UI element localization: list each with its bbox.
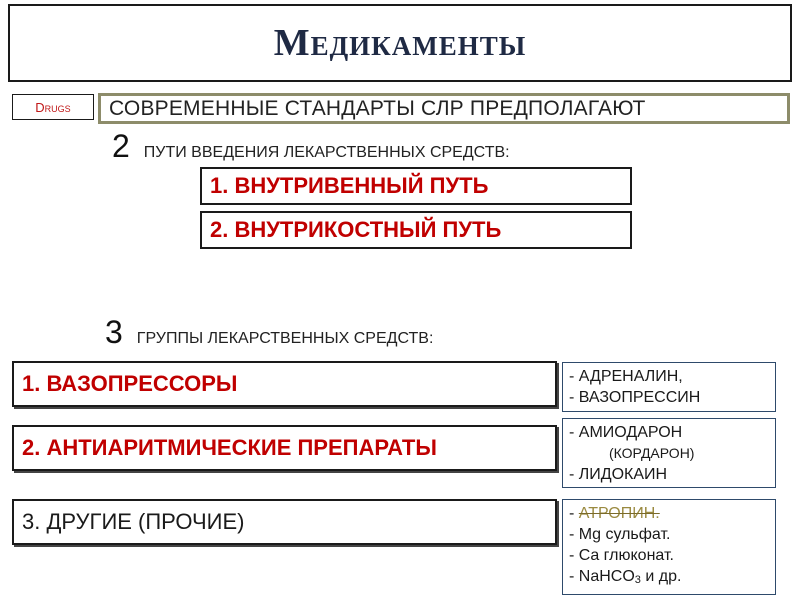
- routes-count: 2: [112, 128, 130, 164]
- drug-item-atropine: АТРОПИН.: [578, 505, 660, 522]
- drug-list-vasopressors: [562, 362, 776, 412]
- route-intraosseous: 2. ВНУТРИКОСТНЫЙ ПУТЬ: [200, 211, 632, 249]
- drug-item: - АМИОДАРОН: [569, 424, 683, 441]
- routes-label: ПУТИ ВВЕДЕНИЯ ЛЕКАРСТВЕННЫХ СРЕДСТВ:: [143, 144, 510, 161]
- slide-title: Медикаменты: [273, 22, 527, 64]
- drug-item-note: (КОРДАРОН): [609, 445, 695, 461]
- route-intravenous: 1. ВНУТРИВЕННЫЙ ПУТЬ: [200, 167, 632, 205]
- drug-item-subscript: 3: [634, 574, 641, 586]
- drug-item-etc: и др.: [640, 568, 682, 585]
- drug-item: - Ca глюконат.: [569, 547, 674, 564]
- standards-banner: [98, 93, 790, 124]
- drugs-tag: Drugs: [12, 94, 94, 120]
- standards-text: СОВРЕМЕННЫЕ СТАНДАРТЫ СЛР ПРЕДПОЛАГАЮТ: [109, 96, 646, 120]
- group-other: 3. ДРУГИЕ (ПРОЧИЕ): [12, 499, 557, 545]
- drug-item-nahco: - NaHCO: [569, 568, 635, 585]
- title-box: [8, 4, 792, 82]
- groups-count: 3: [105, 314, 123, 350]
- drug-item: - ЛИДОКАИН: [569, 466, 668, 483]
- drug-item: - АДРЕНАЛИН,: [569, 368, 683, 385]
- groups-heading: [105, 314, 433, 351]
- group-vasopressors: 1. ВАЗОПРЕССОРЫ: [12, 361, 557, 407]
- drug-list-antiarrhythmics: [562, 418, 776, 488]
- drug-item-struck: [569, 503, 769, 524]
- drug-item: - ВАЗОПРЕССИН: [569, 389, 701, 406]
- drug-item: [569, 566, 769, 589]
- routes-heading: [112, 128, 510, 165]
- group-antiarrhythmics: 2. АНТИАРИТМИЧЕСКИЕ ПРЕПАРАТЫ: [12, 425, 557, 471]
- drug-item-dash: -: [569, 505, 579, 522]
- drug-list-other: [562, 499, 776, 595]
- drug-item: - Mg сульфат.: [569, 526, 671, 543]
- groups-label: ГРУППЫ ЛЕКАРСТВЕННЫХ СРЕДСТВ:: [136, 330, 434, 347]
